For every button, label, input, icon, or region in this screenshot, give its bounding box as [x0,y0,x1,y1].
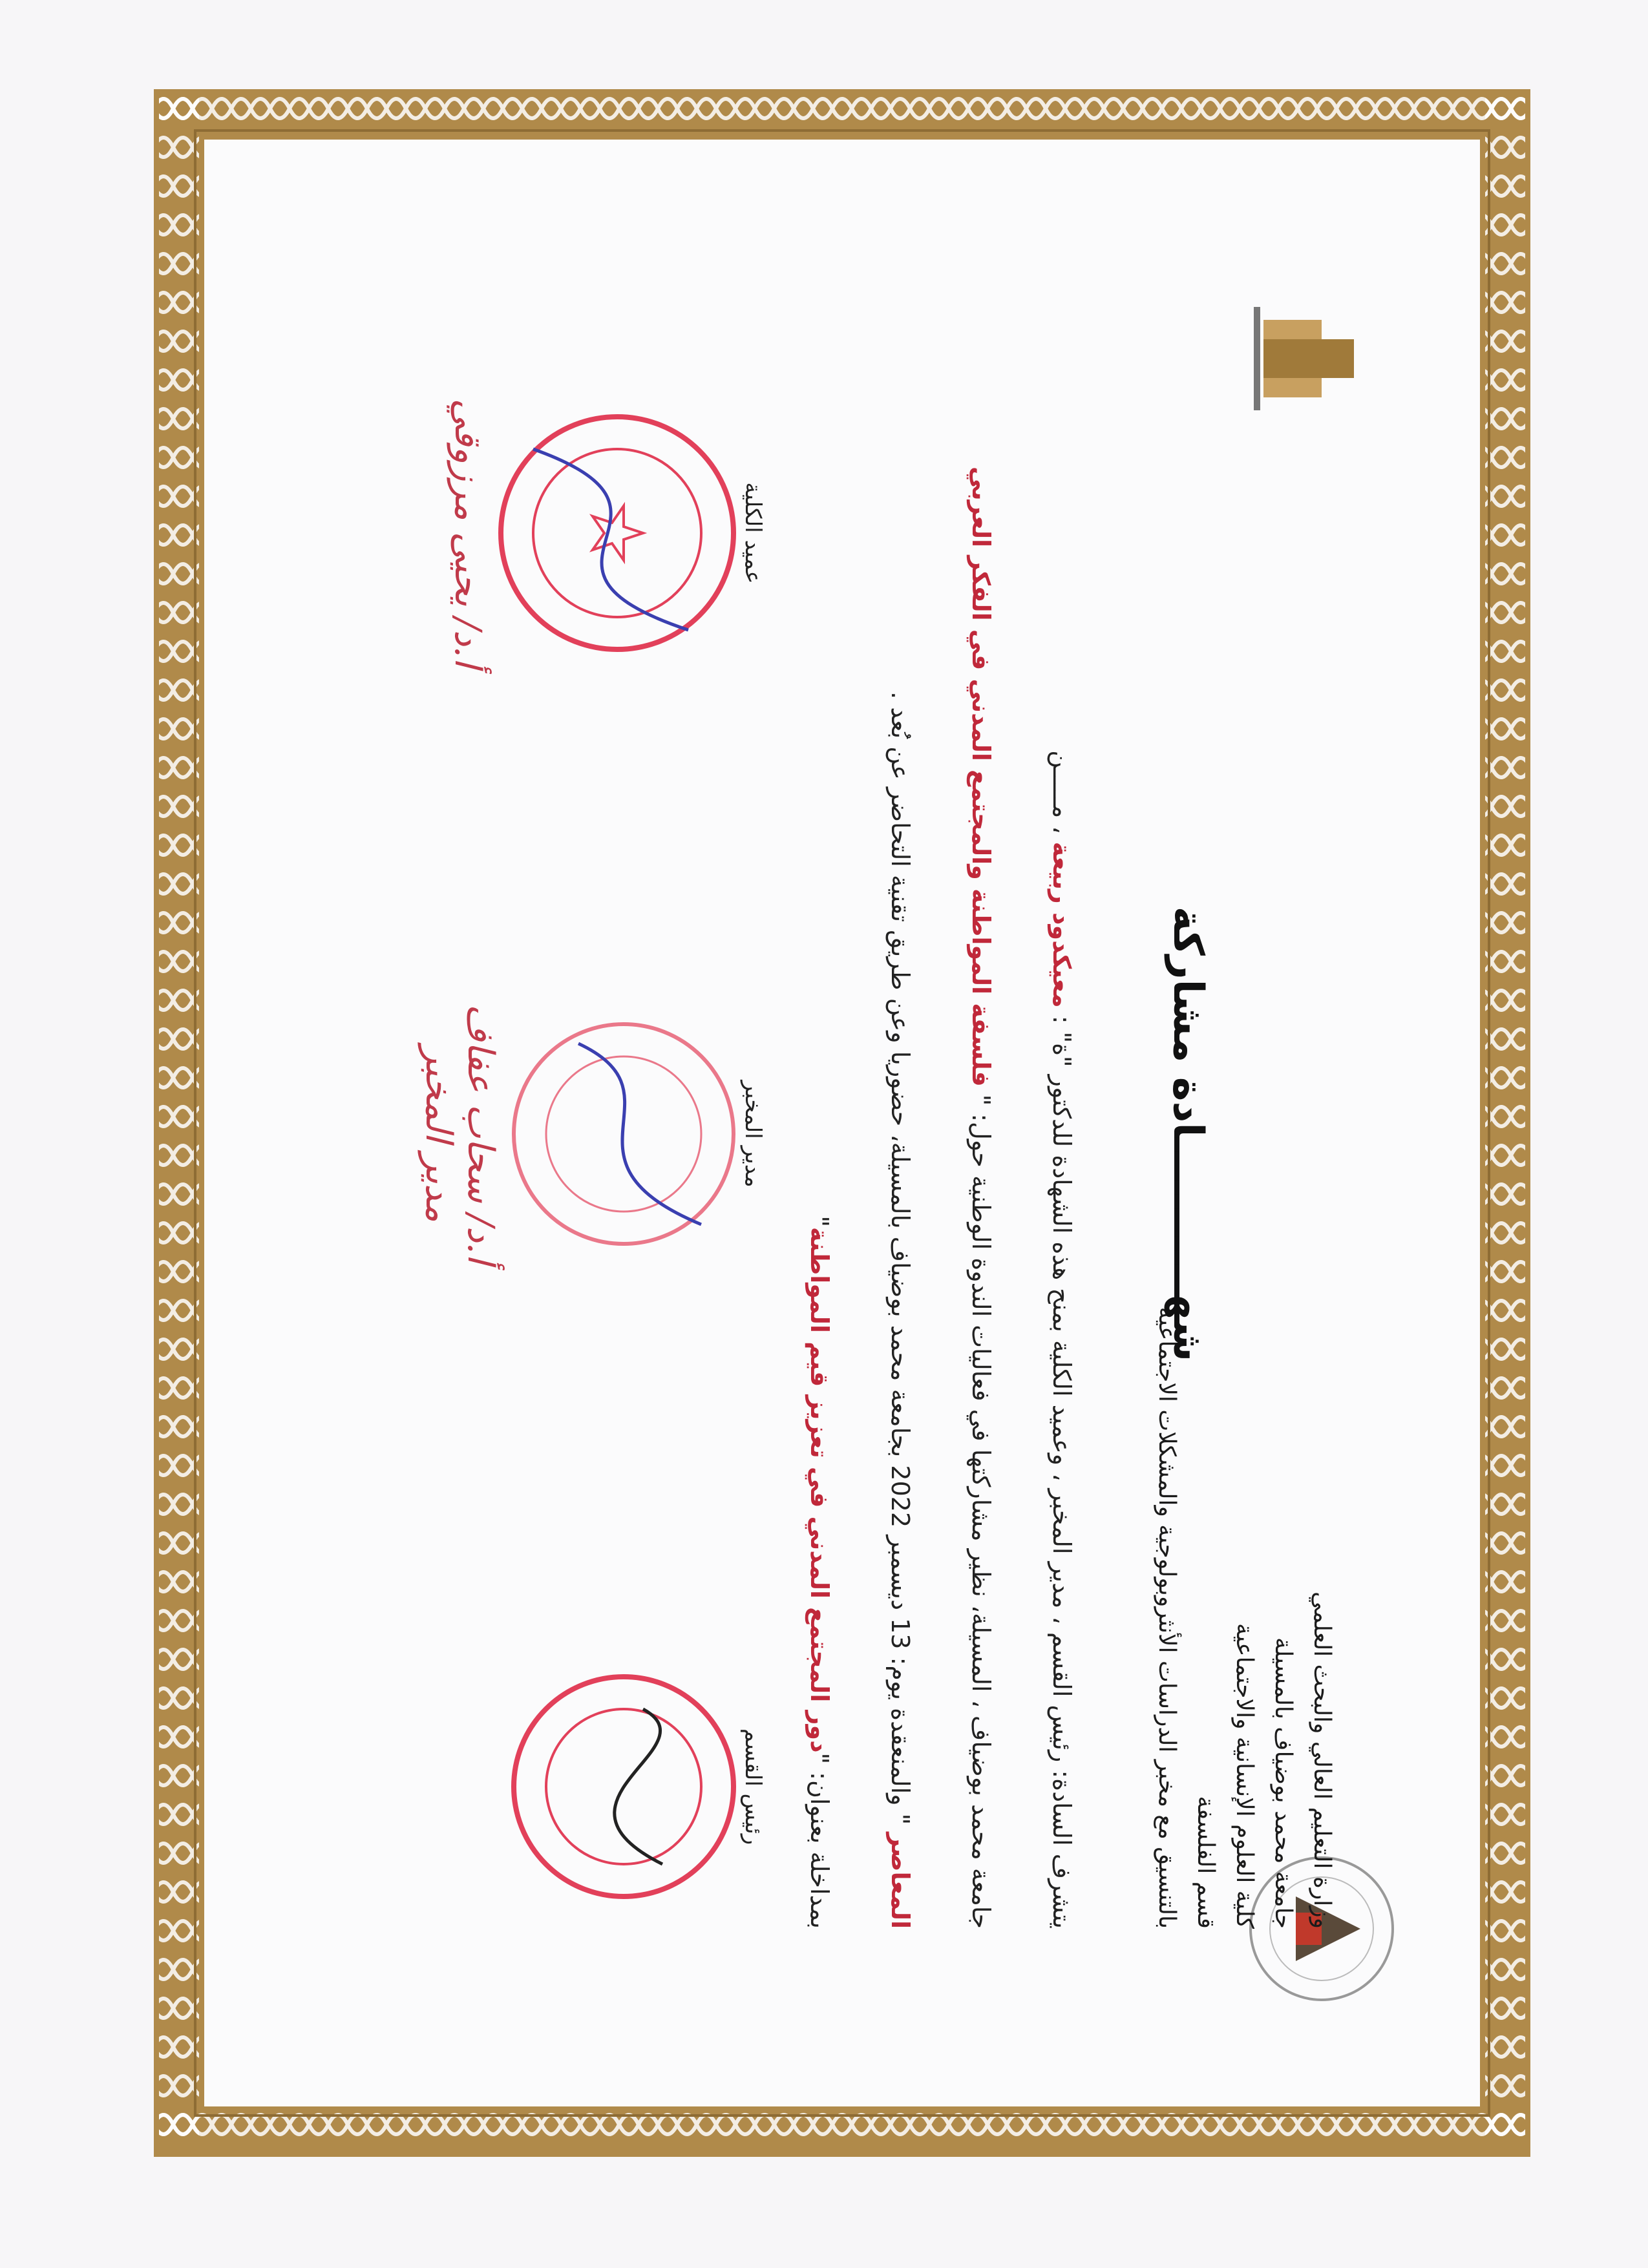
department-line: قسم الفلسفة [1192,1796,1219,1929]
certificate-content [210,197,1438,2071]
recipient-name: معيكدود ربيعة [1048,841,1076,1008]
university-line: جامعة محمد بوضياف بالمسيلة [1270,1637,1296,1929]
lab-stamp-icon [507,1018,740,1250]
lab-director-handwritten-name: أ.د/ سحاب عفاف [460,1003,502,1265]
paper-title: دور المجتمع المدني في تعزيز قيم المواطنة [805,1226,834,1753]
dean-handwritten-name: أ.د/ يحيى مرزوقي [447,398,489,668]
lab-director-handwritten-title: مدير المخبر [417,1045,460,1223]
dean-signature: عميد الكلية أ.د/ يحيى مرزوقي [447,365,766,701]
body-line-1: يتشرف السادة: رئيس القسم ، مدير المخبر ، وعميد الكلية بمنح هذه الشهادة للدكتور "ة" : معيكدود ربيعة ، مـــــن [1048,750,1076,1929]
body-line-4: بمداخلة بعنوان: "دور المجتمع المدني في تعزيز قيم المواطنة" [805,1215,834,1929]
faculty-line: كلية العلوم الإنسانية والاجتماعية [1231,1623,1258,1929]
seminar-topic: فلسفة المواطنة والمجتمع المدني في الفكر العربي [967,466,995,1087]
faculty-stamp-icon [494,410,740,656]
university-logo-icon [1238,281,1360,436]
certificate-title: شهـــــــــــادة مشاركة [1164,906,1212,1362]
seminar-topic-end: المعاصر [886,1832,914,1929]
ministry-line: وزارة التعليم العالي والبحث العلمي [1309,1591,1335,1929]
body-line-2: جامعة محمد بوضياف ، المسيلة، نظير مشاركتها في فعاليات الندوة الوطنية حول: " فلسفة المواطنة والمجتمع المدني في الفكر العربي [967,466,995,1929]
certificate-body [779,339,1102,1929]
dept-head-signature: رئيس القسم [502,1651,766,1922]
lab-line: بالتنسيق مع مخبر الدراسات الأنثروبولوجية والمشكلات الاجتماعية [1154,1307,1180,1929]
lab-director-signature: مدير المخبر أ.د/ سحاب عفاف مدير المخبر [417,985,766,1283]
dept-stamp-icon [507,1670,740,1903]
body-line-3: المعاصر " والمنعقدة يوم: 13 ديسمبر 2022 بجامعة محمد بوضياف بالمسيلة، حضوريا وعن طريق تقنية التحاضر عن بُعد . [886,691,914,1929]
